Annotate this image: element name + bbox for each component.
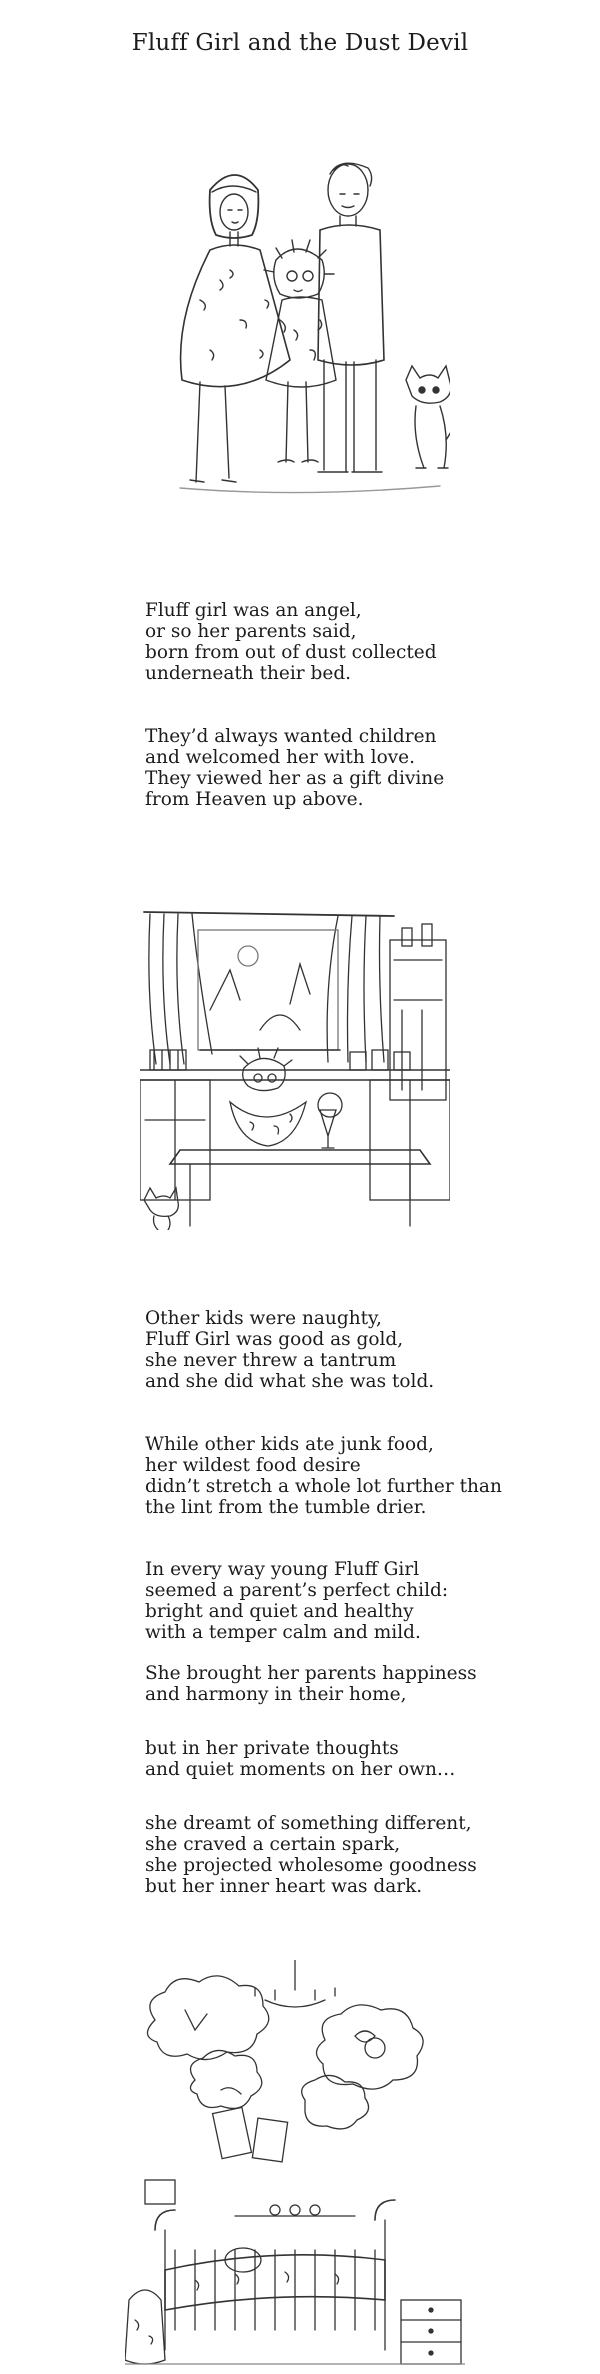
kitchen-illustration	[140, 900, 450, 1230]
stanza-2: They’d always wanted children and welcomed her with love. They viewed her as a gift divine from Heaven up above.	[145, 726, 445, 810]
stanza-7: but in her private thoughts and quiet moments on her own…	[145, 1738, 456, 1780]
stanza-4: While other kids ate junk food, her wildest food desire didn’t stretch a whole lot further than the lint from the tumble drier.	[145, 1434, 502, 1518]
stanza-1: Fluff girl was an angel, or so her parents said, born from out of dust collected underneath their bed.	[145, 600, 437, 684]
stanza-3: Other kids were naughty, Fluff Girl was good as gold, she never threw a tantrum and she did what she was told.	[145, 1308, 435, 1392]
bedroom-dream-illustration	[125, 1960, 465, 2374]
family-portrait-illustration	[170, 150, 450, 520]
stanza-6: She brought her parents happiness and harmony in their home,	[145, 1663, 477, 1705]
page-title: Fluff Girl and the Dust Devil	[131, 30, 469, 56]
stanza-8: she dreamt of something different, she craved a certain spark, she projected wholesome goodness but her inner heart was dark.	[145, 1813, 477, 1897]
stanza-5: In every way young Fluff Girl seemed a parent’s perfect child: bright and quiet and healthy with a temper calm and mild.	[145, 1559, 449, 1643]
